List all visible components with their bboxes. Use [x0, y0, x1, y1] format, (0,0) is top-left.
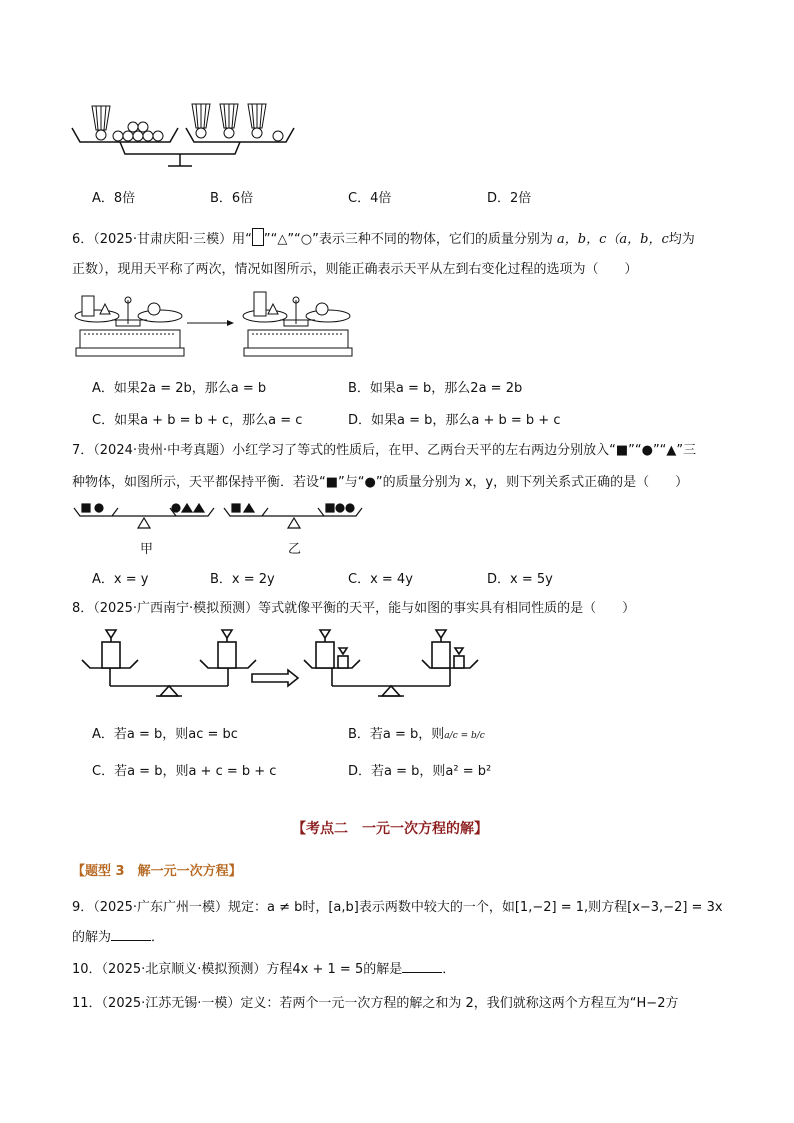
label-yi: 乙 — [288, 542, 302, 557]
q7-option-c: C．x = 4y — [348, 572, 413, 587]
q6-intro: 6．（2025·甘肃庆阳·三模）用“ — [72, 232, 252, 247]
q7-balance-figure — [72, 500, 372, 560]
scale-right — [243, 292, 352, 356]
q7-option-a: A．x = y — [92, 572, 149, 587]
q5-option-b: B．6倍 — [210, 191, 254, 206]
q6-scale-figure — [72, 290, 372, 362]
q10-text: 10．（2025·北京顺义·模拟预测）方程4x + 1 = 5的解是 — [72, 962, 403, 977]
q9-end: ． — [151, 930, 165, 945]
q6-vars: a，b，c（a，b，c — [557, 232, 669, 247]
q9-stem-line1: 9．（2025·广东广州一模）规定：a ≠ b时，[a,b]表示两数中较大的一个，如[1,−2] = 1,则方程[x−3,−2] = 3x — [72, 900, 723, 915]
q5-balance-figure — [70, 98, 300, 170]
balance-after — [304, 630, 478, 696]
shuttlecock-icon — [92, 106, 110, 140]
q7-option-d: D．x = 5y — [487, 572, 553, 587]
q9-line2-text: 的解为 — [72, 930, 112, 945]
q6-stem-line2: 正数），现用天平称了两次，情况如图所示，则能正确表示天平从左到右变化过程的选项为（ ） — [72, 262, 638, 277]
rectangle-icon — [252, 228, 264, 246]
q10-stem — [72, 960, 455, 980]
q6-option-c: C．如果a + b = b + c，那么a = c — [92, 413, 303, 428]
q6-option-b: B．如果a = b，那么2a = 2b — [348, 381, 523, 396]
q9-stem-line2 — [72, 928, 164, 948]
q8-balance-figure — [80, 628, 480, 700]
q6-symbols: ”“△”“○”表示三种不同的物体，它们的质量分别为 — [263, 232, 553, 247]
q8-option-b — [348, 723, 485, 742]
q6-option-d: D．如果a = b，那么a + b = b + c — [348, 413, 561, 428]
q10-end: ． — [442, 962, 456, 977]
q11-stem: 11．（2025·江苏无锡·一模）定义：若两个一元一次方程的解之和为 2，我们就称这两个方程互为“H−2方 — [72, 996, 679, 1011]
q7-option-b: B．x = 2y — [210, 572, 275, 587]
shuttlecock-icons-right — [192, 104, 283, 141]
ball-icons — [113, 122, 163, 141]
section-title: 【考点二 一元一次方程的解】 — [292, 821, 488, 837]
q8-option-b-text: B．若a = b，则 — [348, 727, 445, 742]
q6-option-a: A．如果2a = 2b，那么a = b — [92, 381, 267, 396]
q8-stem: 8．（2025·广西南宁·模拟预测）等式就像平衡的天平，能与如图的事实具有相同性质的是（ ） — [72, 601, 636, 616]
balance-yi — [224, 504, 362, 528]
answer-blank — [111, 928, 151, 941]
arrow-right-icon — [252, 670, 298, 686]
answer-blank — [402, 960, 442, 973]
q7-stem-line1: 7．（2024·贵州·中考真题）小红学习了等式的性质后，在甲、乙两台天平的左右两边分别放入“■”“●”“▲”三 — [72, 443, 697, 458]
q8-option-c: C．若a = b，则a + c = b + c — [92, 764, 277, 779]
q8-option-a: A．若a = b，则ac = bc — [92, 727, 238, 742]
q5-option-c: C．4倍 — [348, 191, 392, 206]
balance-jia — [74, 504, 214, 528]
q5-option-d: D．2倍 — [487, 191, 532, 206]
q8-option-b-fraction: a/c = b/c — [444, 731, 485, 741]
q6-line1-end: 均为 — [668, 232, 695, 247]
type-title: 【题型 3 解一元一次方程】 — [72, 864, 242, 879]
scale-left — [75, 296, 184, 356]
q5-option-a: A．8倍 — [92, 191, 136, 206]
q7-stem-line2: 种物体，如图所示，天平都保持平衡．若设“■”与“●”的质量分别为 x，y，则下列关系式正确的是（ ） — [72, 475, 689, 490]
q8-option-d: D．若a = b，则a² = b² — [348, 764, 492, 779]
balance-before — [82, 630, 256, 696]
q6-stem-line1 — [72, 228, 695, 250]
label-jia: 甲 — [140, 542, 154, 557]
